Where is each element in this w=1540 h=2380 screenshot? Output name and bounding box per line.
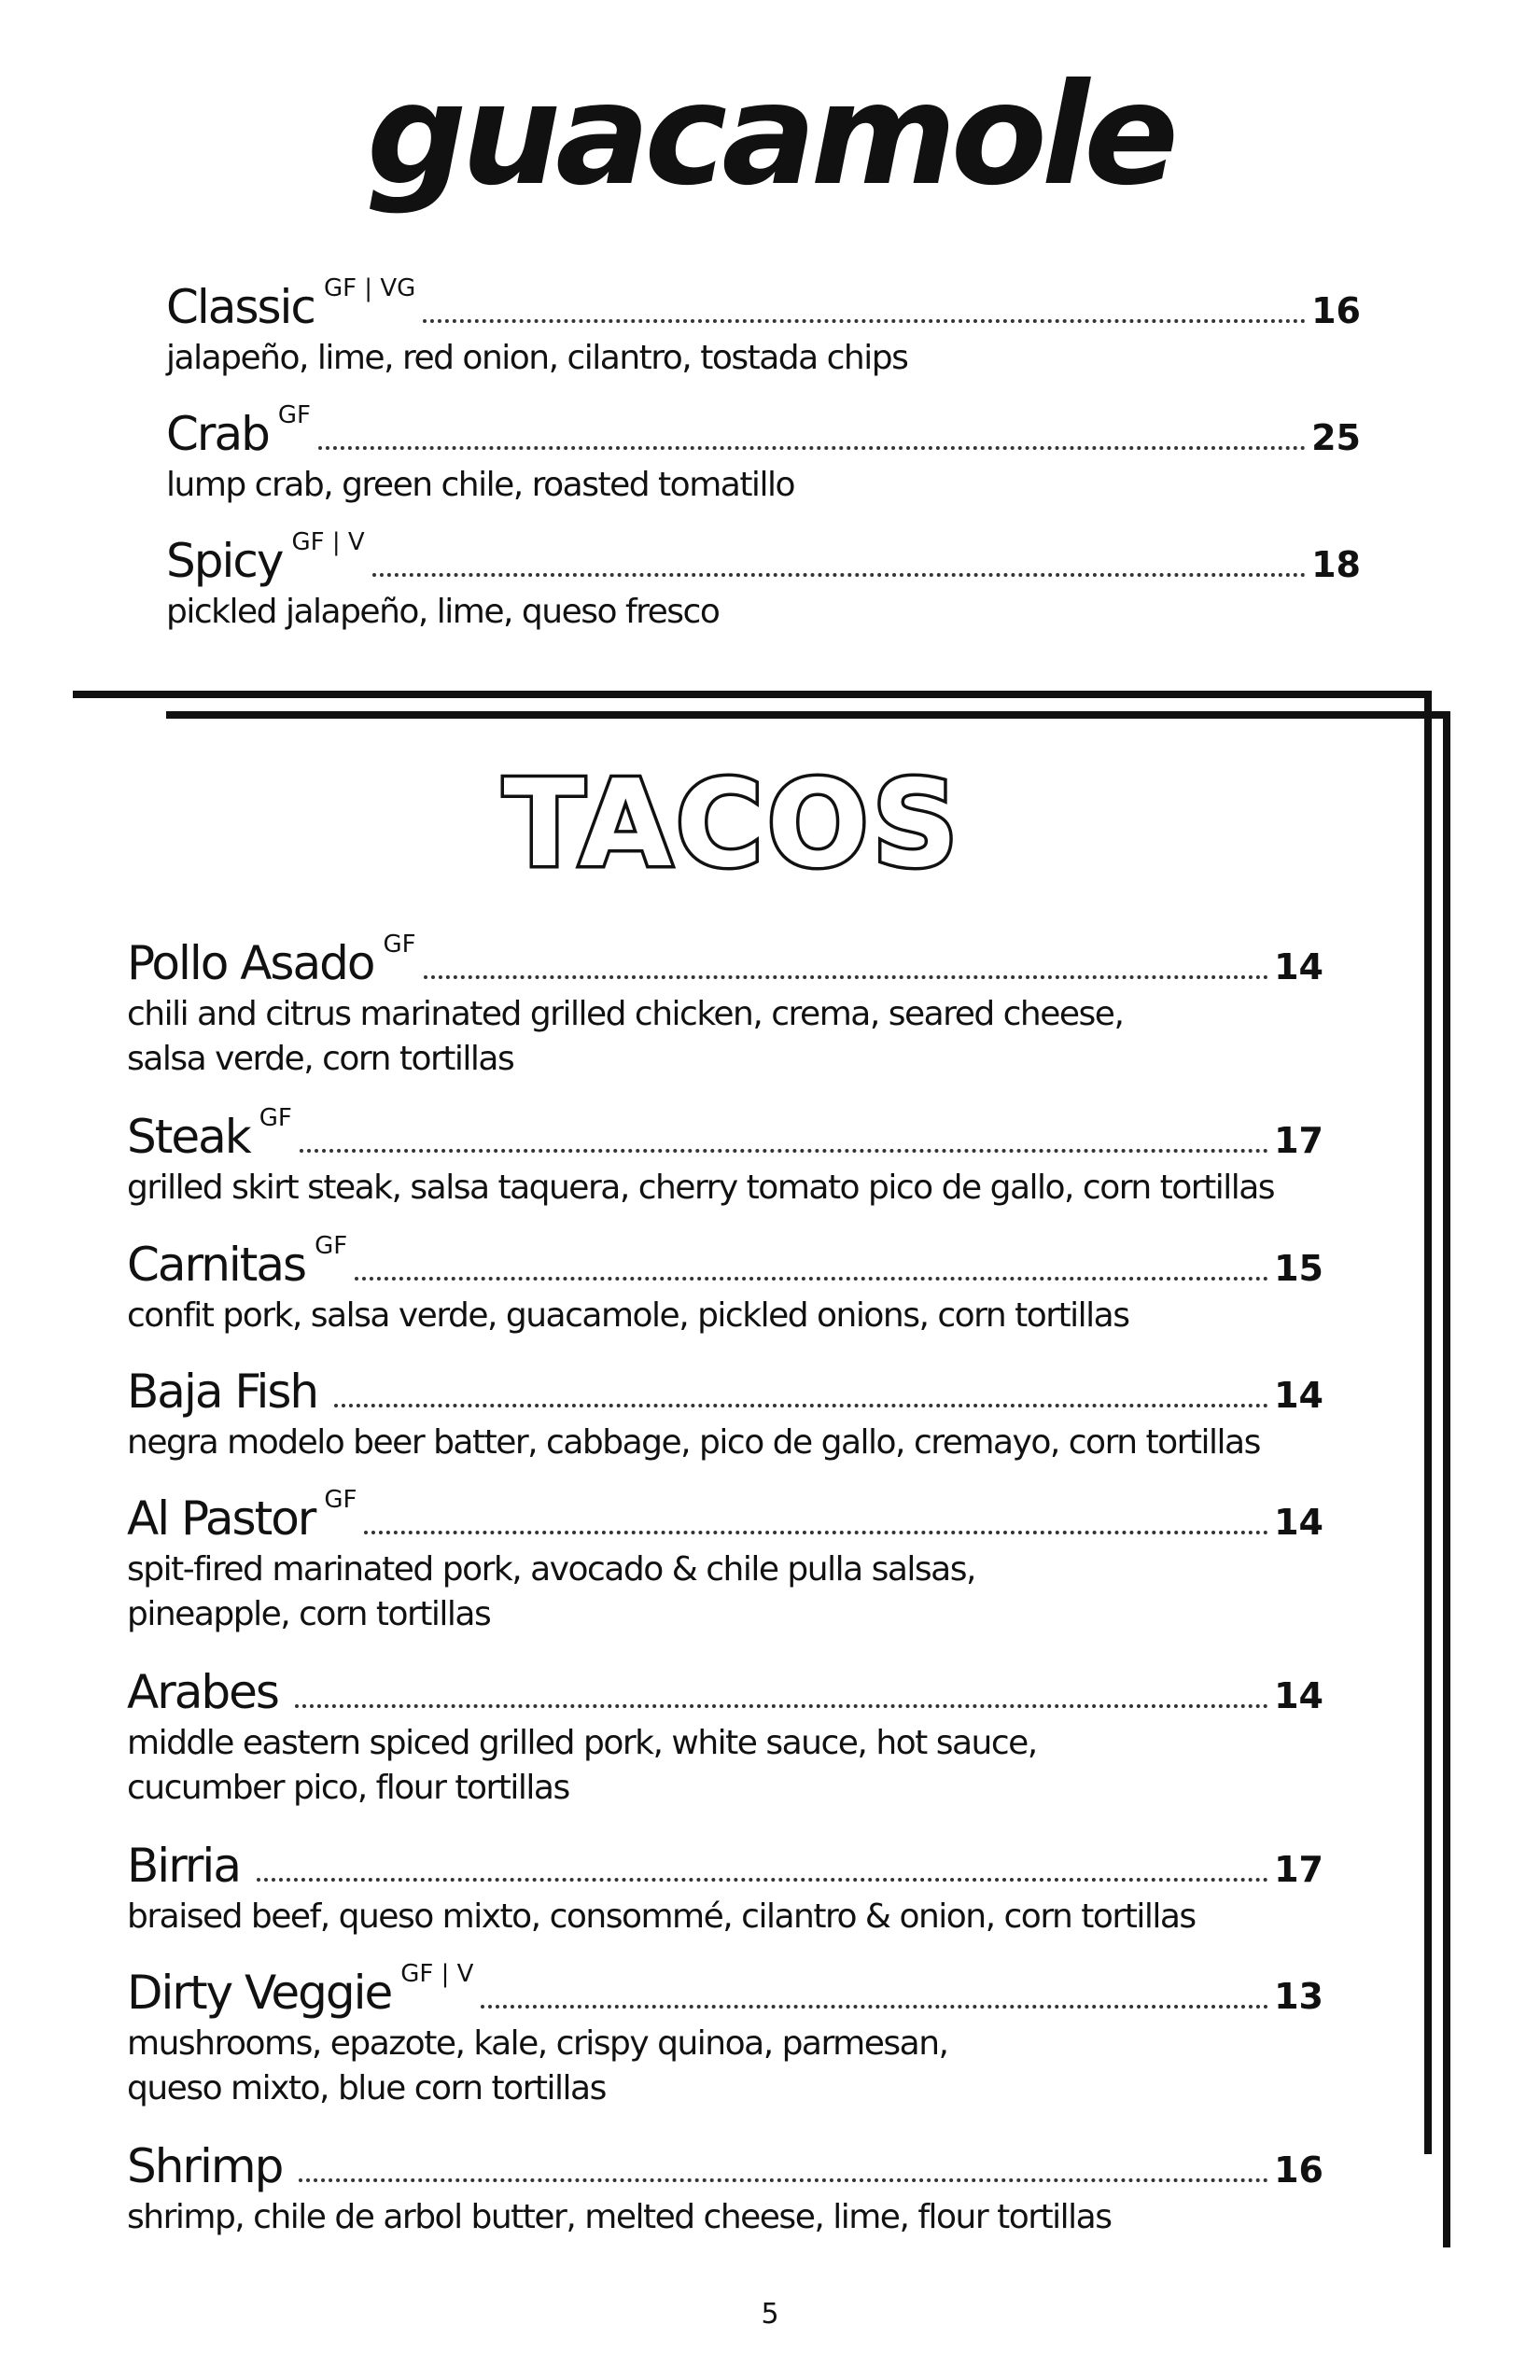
dietary-tags: GF | V bbox=[291, 528, 365, 556]
dietary-tags: GF | V bbox=[400, 1960, 474, 1988]
dietary-tags: GF bbox=[324, 1486, 357, 1514]
item-price: 17 bbox=[1274, 1849, 1323, 1890]
item-description: queso mixto, blue corn tortillas bbox=[127, 2069, 606, 2107]
menu-item-dirty-veggie bbox=[127, 1958, 1323, 2111]
menu-item-classic bbox=[166, 273, 1361, 381]
item-description: middle eastern spiced grilled pork, white sauce, hot sauce, bbox=[127, 1724, 1037, 1762]
dietary-tags: GF | VG bbox=[323, 274, 416, 302]
dot-leader bbox=[355, 1277, 1268, 1281]
page-number: 5 bbox=[761, 2298, 779, 2331]
item-description: lump crab, green chile, roasted tomatillo bbox=[166, 466, 794, 504]
menu-item-birria bbox=[127, 1831, 1323, 1939]
item-name: Shrimp bbox=[127, 2139, 283, 2193]
dot-leader bbox=[299, 2178, 1268, 2182]
menu-item-crab bbox=[166, 399, 1361, 508]
dot-leader bbox=[364, 1531, 1268, 1534]
item-description: mushrooms, epazote, kale, crispy quinoa, parmesan, bbox=[127, 2024, 948, 2063]
frame-top-inner-line bbox=[166, 711, 1449, 719]
item-price: 15 bbox=[1274, 1248, 1323, 1289]
item-price: 17 bbox=[1274, 1120, 1323, 1161]
item-price: 14 bbox=[1274, 946, 1323, 987]
item-name: Pollo Asado bbox=[127, 936, 374, 990]
frame-right-outer-line bbox=[1424, 691, 1432, 2154]
item-name: Arabes bbox=[127, 1665, 278, 1719]
menu-item-spicy bbox=[166, 526, 1361, 635]
item-description: salsa verde, corn tortillas bbox=[127, 1040, 514, 1078]
item-price: 14 bbox=[1274, 1675, 1323, 1716]
item-price: 25 bbox=[1311, 417, 1361, 458]
menu-item-baja-fish bbox=[127, 1357, 1323, 1465]
item-name: Spicy bbox=[166, 534, 283, 588]
item-price: 18 bbox=[1311, 544, 1361, 585]
dot-leader bbox=[318, 446, 1306, 450]
item-description: spit-fired marinated pork, avocado & chile pulla salsas, bbox=[127, 1550, 975, 1589]
item-price: 16 bbox=[1311, 290, 1361, 331]
item-description: jalapeño, lime, red onion, cilantro, tostada chips bbox=[166, 339, 908, 377]
dietary-tags: GF bbox=[277, 401, 311, 429]
frame-top-outer-line bbox=[73, 691, 1430, 698]
item-name: Classic bbox=[166, 280, 315, 334]
dot-leader bbox=[334, 1404, 1268, 1407]
item-description: grilled skirt steak, salsa taquera, cherry tomato pico de gallo, corn tortillas bbox=[127, 1169, 1275, 1207]
item-description: shrimp, chile de arbol butter, melted cheese, lime, flour tortillas bbox=[127, 2198, 1112, 2236]
guacamole-heading: guacamole bbox=[366, 54, 1174, 217]
item-description: braised beef, queso mixto, consommé, cilantro & onion, corn tortillas bbox=[127, 1897, 1196, 1936]
dot-leader bbox=[481, 2005, 1268, 2009]
menu-item-steak bbox=[127, 1102, 1323, 1211]
item-description: pickled jalapeño, lime, queso fresco bbox=[166, 593, 720, 631]
dot-leader bbox=[372, 573, 1306, 577]
dot-leader bbox=[300, 1149, 1268, 1153]
item-price: 14 bbox=[1274, 1502, 1323, 1543]
item-name: Baja Fish bbox=[127, 1365, 318, 1419]
menu-item-shrimp bbox=[127, 2132, 1323, 2240]
item-price: 16 bbox=[1274, 2149, 1323, 2191]
dietary-tags: GF bbox=[259, 1104, 292, 1132]
menu-item-al-pastor bbox=[127, 1484, 1323, 1637]
menu-item-pollo-asado bbox=[127, 929, 1323, 1082]
dot-leader bbox=[424, 975, 1269, 979]
dietary-tags: GF bbox=[315, 1232, 348, 1260]
item-name: Crab bbox=[166, 407, 269, 461]
item-name: Dirty Veggie bbox=[127, 1966, 392, 2020]
dot-leader bbox=[423, 319, 1306, 323]
item-description: cucumber pico, flour tortillas bbox=[127, 1769, 569, 1807]
dot-leader bbox=[295, 1704, 1268, 1708]
dietary-tags: GF bbox=[383, 931, 416, 959]
item-description: confit pork, salsa verde, guacamole, pickled onions, corn tortillas bbox=[127, 1296, 1129, 1335]
item-price: 14 bbox=[1274, 1375, 1323, 1416]
frame-right-inner-line bbox=[1443, 711, 1450, 2247]
item-description: chili and citrus marinated grilled chicken, crema, seared cheese, bbox=[127, 995, 1124, 1033]
dot-leader bbox=[257, 1878, 1268, 1882]
item-name: Al Pastor bbox=[127, 1491, 315, 1546]
item-price: 13 bbox=[1274, 1976, 1323, 2017]
tacos-heading: TACOS bbox=[503, 755, 962, 894]
menu-item-arabes bbox=[127, 1658, 1323, 1811]
menu-item-carnitas bbox=[127, 1230, 1323, 1338]
item-name: Carnitas bbox=[127, 1238, 306, 1292]
item-name: Birria bbox=[127, 1839, 240, 1893]
item-description: negra modelo beer batter, cabbage, pico de gallo, cremayo, corn tortillas bbox=[127, 1423, 1260, 1462]
item-name: Steak bbox=[127, 1110, 250, 1164]
item-description: pineapple, corn tortillas bbox=[127, 1595, 491, 1633]
